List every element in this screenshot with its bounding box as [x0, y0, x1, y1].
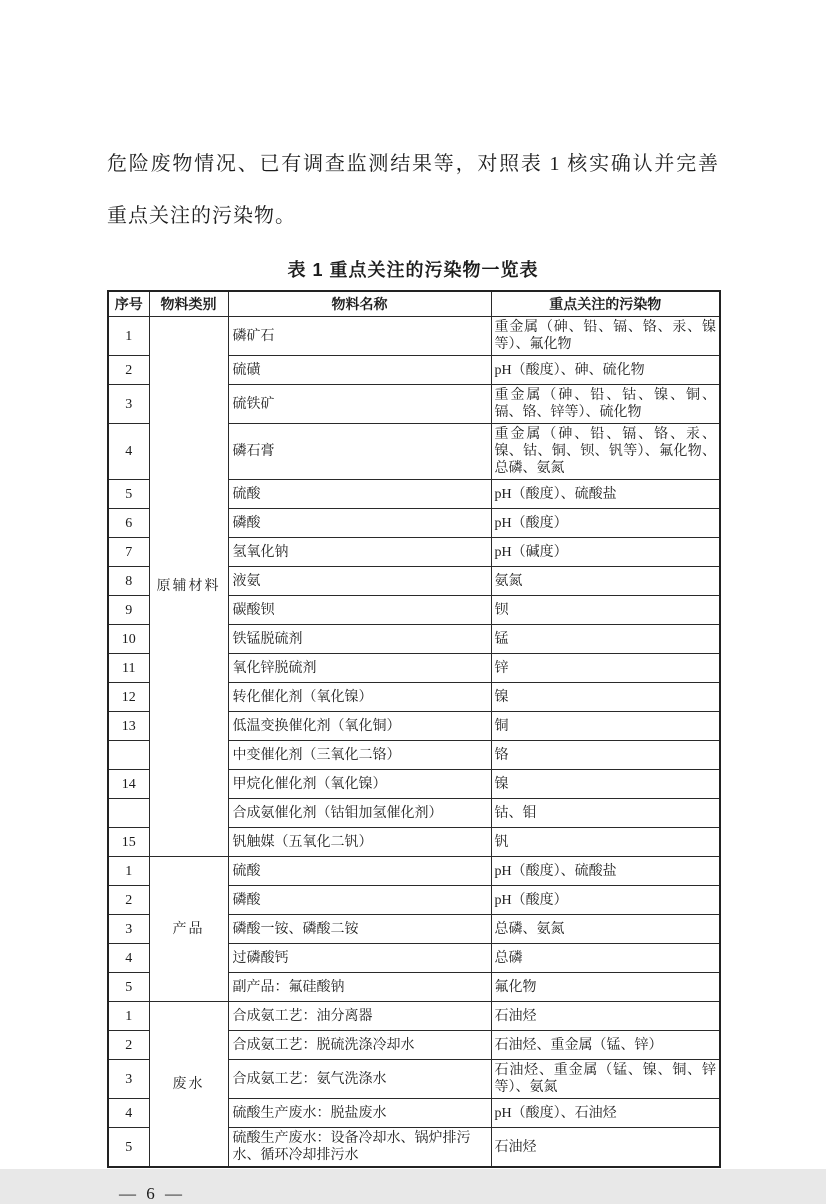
table-row	[108, 1002, 720, 1031]
table-header-row	[108, 291, 720, 317]
category-cell: 产品	[149, 857, 228, 1002]
paragraph-line-2: 重点关注的污染物。	[107, 205, 296, 227]
row-number-cell: 10	[108, 625, 149, 654]
table-row	[108, 857, 720, 886]
page-number: — 6 —	[119, 1184, 185, 1203]
category-cell: 原辅材料	[149, 317, 228, 857]
pollutants-cell: 氟化物	[491, 973, 720, 1002]
pollutants-cell: 石油烃	[491, 1128, 720, 1168]
material-name-cell: 合成氨工艺：脱硫洗涤冷却水	[228, 1031, 491, 1060]
pollutants-cell: 钒	[491, 828, 720, 857]
pollutants-cell: 钴、钼	[491, 799, 720, 828]
material-name-cell: 转化催化剂（氧化镍）	[228, 683, 491, 712]
row-number-cell: 1	[108, 1002, 149, 1031]
material-name-cell: 硫酸	[228, 857, 491, 886]
pollutants-cell: 镍	[491, 770, 720, 799]
pollutants-cell: 总磷	[491, 944, 720, 973]
column-header-category: 物料类别	[149, 291, 228, 317]
pollutants-cell: 石油烃、重金属（锰、锌）	[491, 1031, 720, 1060]
row-number-cell: 14	[108, 770, 149, 799]
pollutants-cell: 石油烃、重金属（锰、镍、铜、锌等）、氨氮	[491, 1060, 720, 1099]
row-number-cell: 3	[108, 1060, 149, 1099]
pollutants-cell: 重金属（砷、铅、镉、铬、汞、镍等）、氟化物	[491, 317, 720, 356]
pollutants-cell: 重金属（砷、铅、镉、铬、汞、镍、钴、铜、钡、钒等）、氟化物、总磷、氨氮	[491, 424, 720, 480]
material-name-cell: 铁锰脱硫剂	[228, 625, 491, 654]
material-name-cell: 副产品：氟硅酸钠	[228, 973, 491, 1002]
material-name-cell: 磷酸	[228, 509, 491, 538]
pollutants-cell: pH（酸度）、硫酸盐	[491, 480, 720, 509]
pollutants-cell: 锰	[491, 625, 720, 654]
material-name-cell: 硫酸生产废水：脱盐废水	[228, 1099, 491, 1128]
pollutants-cell: pH（碱度）	[491, 538, 720, 567]
pollutants-cell: 钡	[491, 596, 720, 625]
material-name-cell: 磷矿石	[228, 317, 491, 356]
pollutants-cell: 重金属（砷、铅、钴、镍、铜、镉、铬、锌等）、硫化物	[491, 385, 720, 424]
material-name-cell: 中变催化剂（三氧化二铬）	[228, 741, 491, 770]
material-name-cell: 甲烷化催化剂（氧化镍）	[228, 770, 491, 799]
material-name-cell: 碳酸钡	[228, 596, 491, 625]
row-number-cell: 13	[108, 712, 149, 741]
row-number-cell: 15	[108, 828, 149, 857]
row-number-cell: 3	[108, 915, 149, 944]
pollutants-cell: pH（酸度）	[491, 509, 720, 538]
pollutants-cell: 铬	[491, 741, 720, 770]
row-number-cell: 2	[108, 886, 149, 915]
row-number-cell: 9	[108, 596, 149, 625]
row-number-cell: 11	[108, 654, 149, 683]
pollutants-cell: 氨氮	[491, 567, 720, 596]
material-name-cell: 硫酸生产废水：设备冷却水、锅炉排污水、循环冷却排污水	[228, 1128, 491, 1168]
material-name-cell: 氢氧化钠	[228, 538, 491, 567]
pollutants-cell: 铜	[491, 712, 720, 741]
pollutants-cell: 锌	[491, 654, 720, 683]
pollutants-cell: 镍	[491, 683, 720, 712]
row-number-cell: 5	[108, 480, 149, 509]
row-number-cell: 12	[108, 683, 149, 712]
pollutants-cell: pH（酸度）、硫酸盐	[491, 857, 720, 886]
column-header-pollutant: 重点关注的污染物	[491, 291, 720, 317]
pollutants-cell: pH（酸度）、砷、硫化物	[491, 356, 720, 385]
pollutants-cell: 总磷、氨氮	[491, 915, 720, 944]
material-name-cell: 合成氨工艺：油分离器	[228, 1002, 491, 1031]
table-row	[108, 317, 720, 356]
material-name-cell: 磷酸一铵、磷酸二铵	[228, 915, 491, 944]
row-number-cell	[108, 799, 149, 828]
material-name-cell: 硫磺	[228, 356, 491, 385]
material-name-cell: 氧化锌脱硫剂	[228, 654, 491, 683]
material-name-cell: 磷石膏	[228, 424, 491, 480]
material-name-cell: 硫铁矿	[228, 385, 491, 424]
column-header-no: 序号	[108, 291, 149, 317]
row-number-cell: 4	[108, 1099, 149, 1128]
row-number-cell: 1	[108, 857, 149, 886]
row-number-cell: 5	[108, 1128, 149, 1168]
page-content	[107, 0, 719, 1204]
row-number-cell: 2	[108, 1031, 149, 1060]
row-number-cell: 5	[108, 973, 149, 1002]
material-name-cell: 合成氨催化剂（钴钼加氢催化剂）	[228, 799, 491, 828]
material-name-cell: 液氨	[228, 567, 491, 596]
row-number-cell: 8	[108, 567, 149, 596]
row-number-cell: 2	[108, 356, 149, 385]
row-number-cell	[108, 741, 149, 770]
pollutants-cell: pH（酸度）	[491, 886, 720, 915]
material-name-cell: 低温变换催化剂（氧化铜）	[228, 712, 491, 741]
category-cell: 废水	[149, 1002, 228, 1168]
row-number-cell: 1	[108, 317, 149, 356]
table-title: 表 1 重点关注的污染物一览表	[287, 260, 539, 280]
row-number-cell: 4	[108, 944, 149, 973]
material-name-cell: 磷酸	[228, 886, 491, 915]
row-number-cell: 7	[108, 538, 149, 567]
material-name-cell: 硫酸	[228, 480, 491, 509]
pollutant-table-body	[108, 317, 720, 1168]
paragraph-line-1: 危险废物情况、已有调查监测结果等，对照表 1 核实确认并完善	[107, 153, 719, 175]
material-name-cell: 合成氨工艺：氨气洗涤水	[228, 1060, 491, 1099]
material-name-cell: 钒触媒（五氧化二钒）	[228, 828, 491, 857]
row-number-cell: 6	[108, 509, 149, 538]
pollutants-cell: pH（酸度）、石油烃	[491, 1099, 720, 1128]
row-number-cell: 4	[108, 424, 149, 480]
row-number-cell: 3	[108, 385, 149, 424]
body-paragraph	[107, 138, 719, 242]
pollutants-cell: 石油烃	[491, 1002, 720, 1031]
pollutant-table	[107, 290, 721, 1168]
material-name-cell: 过磷酸钙	[228, 944, 491, 973]
column-header-material: 物料名称	[228, 291, 491, 317]
